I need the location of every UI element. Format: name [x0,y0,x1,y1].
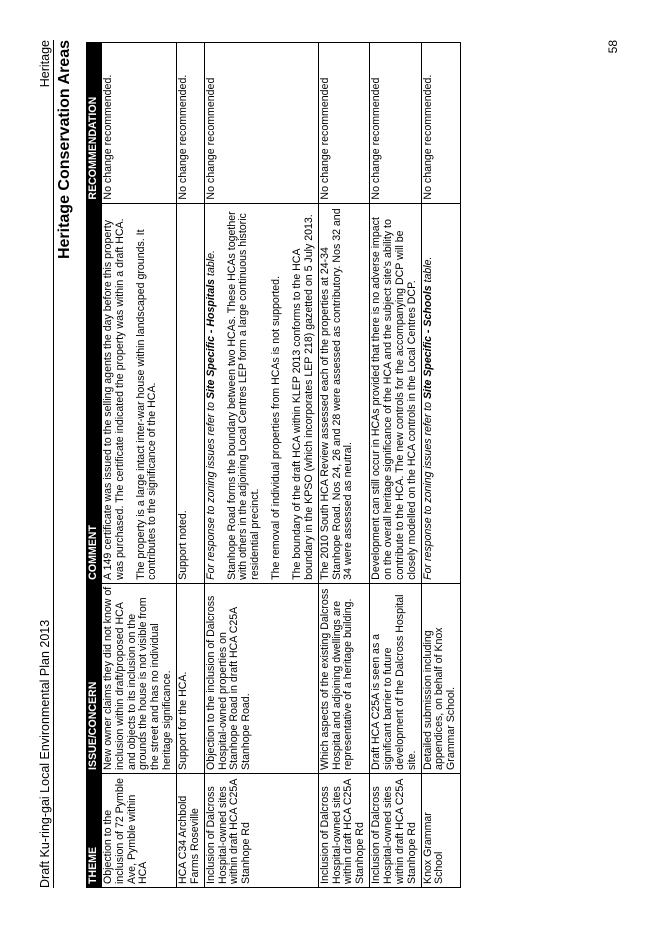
table-row [101,43,176,888]
comment-cell [204,203,318,583]
comment-paragraph: Support noted. [177,510,190,580]
theme-cell: Inclusion of Dalcross Hospital-owned sites within draft HCA C25A Stanhope Rd [204,773,318,887]
theme-cell: Inclusion of Dalcross Hospital-owned sites within draft HCA C25A Stanhope Rd [318,773,369,887]
recommendation-cell: No change recommended. [101,43,176,204]
issue-cell: Draft HCA C25A is seen as a significant barrier to future development of the Dalcross Hospital site. [370,583,421,773]
comment-cell [101,203,176,583]
theme-cell: Knox Grammar School [421,773,461,887]
recommendation-cell: No change recommended. [177,43,205,204]
comment-reference [423,207,435,580]
column-header-comment: COMMENT [87,203,102,583]
recommendation-cell: No change recommended [370,43,421,204]
issue-cell: Objection to the inclusion of Dalcross Hospital-owned properties on Stanhope Road in draft HCA C25A Stanhope Road. [204,583,318,773]
theme-cell: Inclusion of Dalcross Hospital-owned sites within draft HCA C25A Stanhope Rd [370,773,421,887]
issue-cell: New owner claims they did not know of inclusion within draft/proposed HCA and objects to its inclusion on the grounds the house is not visible from the street and has no individual heritage significance. [101,583,176,773]
reference-suffix: table. [204,250,217,279]
issue-cell: Support for the HCA. [177,583,205,773]
reference-prefix: For response to zoning issues refer to [421,399,434,580]
issue-cell: Detailed submission including appendices, on behalf of Knox Grammar School. [421,583,461,773]
table-header-row [87,43,102,888]
section-label: Heritage [38,40,52,88]
comment-reference [206,207,218,580]
header-divider [53,40,54,888]
comment-cell [370,203,421,583]
reference-suffix: table. [421,256,434,286]
recommendation-cell: No change recommended [318,43,369,204]
comment-paragraph: Development can still occur in HCAs provided that there is no adverse impact on the overall heritage significance of the HCA and the subject site's ability to contribute to the HCA. The new controls for the accompanying DCP will be closely modelled on the HCA controls in the Local Centres DCP. [370,217,418,580]
table-row [204,43,318,888]
recommendation-cell: No change recommended. [421,43,461,204]
comment-paragraph: Stanhope Road forms the boundary between two HCAs. These HCAs together with others in the adjoining Local Centres LEP form a large continuous historic residential precinct. [225,211,262,580]
comment-cell [177,203,205,583]
theme-cell: Objection to the inclusion of 72 Pymble Ave, Pymble within HCA [101,773,176,887]
column-header-recommendation: RECOMMENDATION [87,43,102,204]
recommendation-cell: No change recommended [204,43,318,204]
comment-paragraph: The 2010 South HCA Review assessed each of the properties at 24-34 Stanhope Road. Nos 24, 26 and 28 were assessed as contributory. Nos 32 and 34 were assessed as neutral. [318,208,355,580]
comment-paragraph: The removal of individual properties from HCAs is not supported. [270,275,283,580]
column-header-issue: ISSUE/CONCERN [87,583,102,773]
reference-table-name: Site Specific - Hospitals [204,278,217,400]
submissions-table [86,42,461,888]
table-row [370,43,421,888]
table-row [318,43,369,888]
table-row [177,43,205,888]
page-number: 58 [606,40,620,54]
theme-cell: HCA C34 Archbold Farms Roseville [177,773,205,887]
table-row [421,43,461,888]
document-title: Draft Ku-ring-gai Local Environmental Plan 2013 [38,619,52,888]
comment-paragraph: The boundary of the draft HCA within KLEP 2013 conforms to the HCA boundary in the KPSO (which incorporates LEP 218) gazetted on 5 July 2013. [291,214,315,580]
issue-cell: Which aspects of the existing Dalcross Hospital and adjoining dwellings are representative of a heritage building. [318,583,369,773]
reference-prefix: For response to zoning issues refer to [204,399,217,580]
reference-table-name: Site Specific - Schools [421,285,434,400]
comment-paragraph: The property is a large intact inter-war house within landscaped grounds. It contributes to the significance of the HCA. [134,229,159,580]
comment-paragraph: A 149 certificate was issued to the selling agents the day before this property was purchased. The certificate indicated the property was within a draft HCA. [101,218,126,580]
comment-cell [318,203,369,583]
page-title: Heritage Conservation Areas [56,40,73,260]
comment-cell [421,203,461,583]
column-header-theme: THEME [87,773,102,887]
